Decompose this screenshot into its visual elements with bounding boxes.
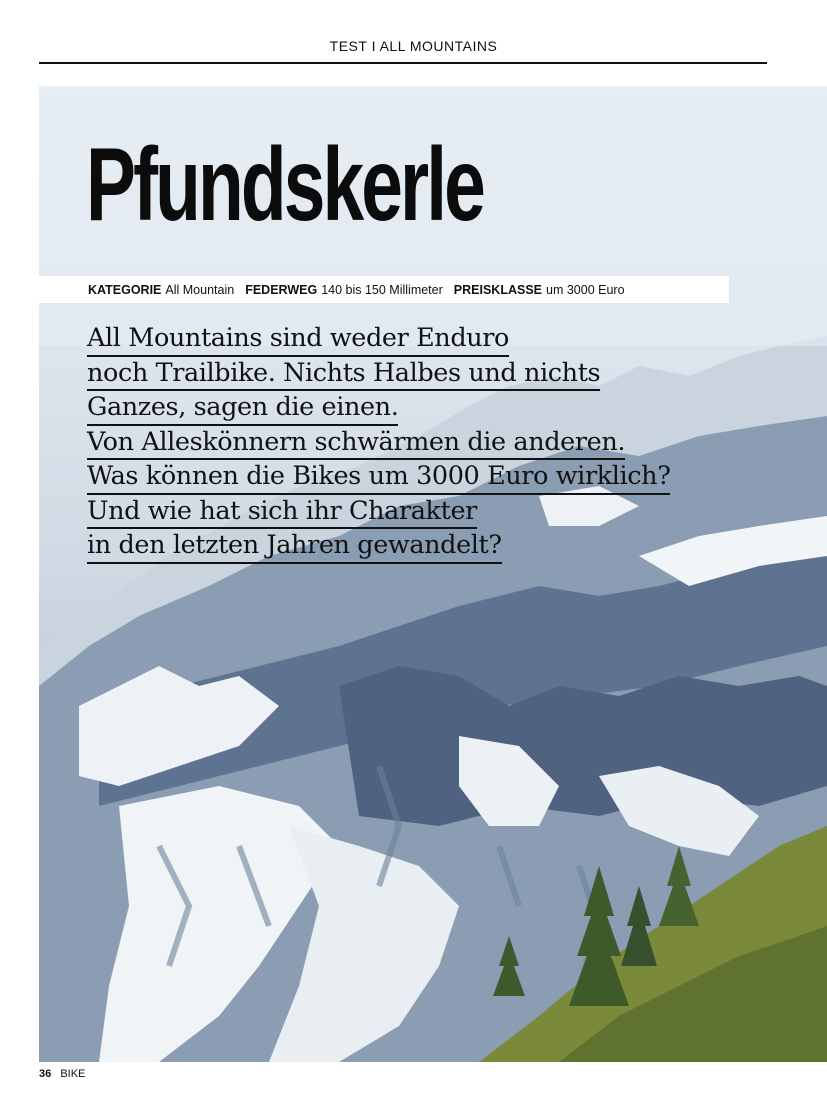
kategorie-label: KATEGORIE: [88, 282, 162, 297]
intro-line: Von Alleskönnern schwärmen die anderen.: [87, 426, 625, 461]
intro-text: [87, 322, 787, 564]
folio: [39, 1068, 85, 1080]
category-bar: [39, 276, 729, 303]
intro-line: Und wie hat sich ihr Charakter: [87, 495, 477, 530]
article-title: Pfundskerle: [86, 127, 483, 243]
intro-line: All Mountains sind weder Enduro: [87, 322, 509, 357]
intro-line: noch Trailbike. Nichts Halbes und nichts: [87, 357, 600, 392]
intro-line: in den letzten Jahren gewandelt?: [87, 529, 502, 564]
kategorie-value: All Mountain: [165, 282, 235, 297]
header-rule: [39, 62, 767, 64]
preisklasse-label: PREISKLASSE: [453, 282, 542, 297]
preisklasse-value: um 3000 Euro: [546, 282, 625, 297]
page-number: 36: [39, 1068, 52, 1080]
magazine-name: BIKE: [60, 1068, 86, 1080]
federweg-label: FEDERWEG: [245, 282, 318, 297]
intro-line: Was können die Bikes um 3000 Euro wirklich?: [87, 460, 670, 495]
running-head: TEST I ALL MOUNTAINS: [329, 38, 498, 54]
federweg-value: 140 bis 150 Millimeter: [321, 282, 443, 297]
intro-line: Ganzes, sagen die einen.: [87, 391, 398, 426]
